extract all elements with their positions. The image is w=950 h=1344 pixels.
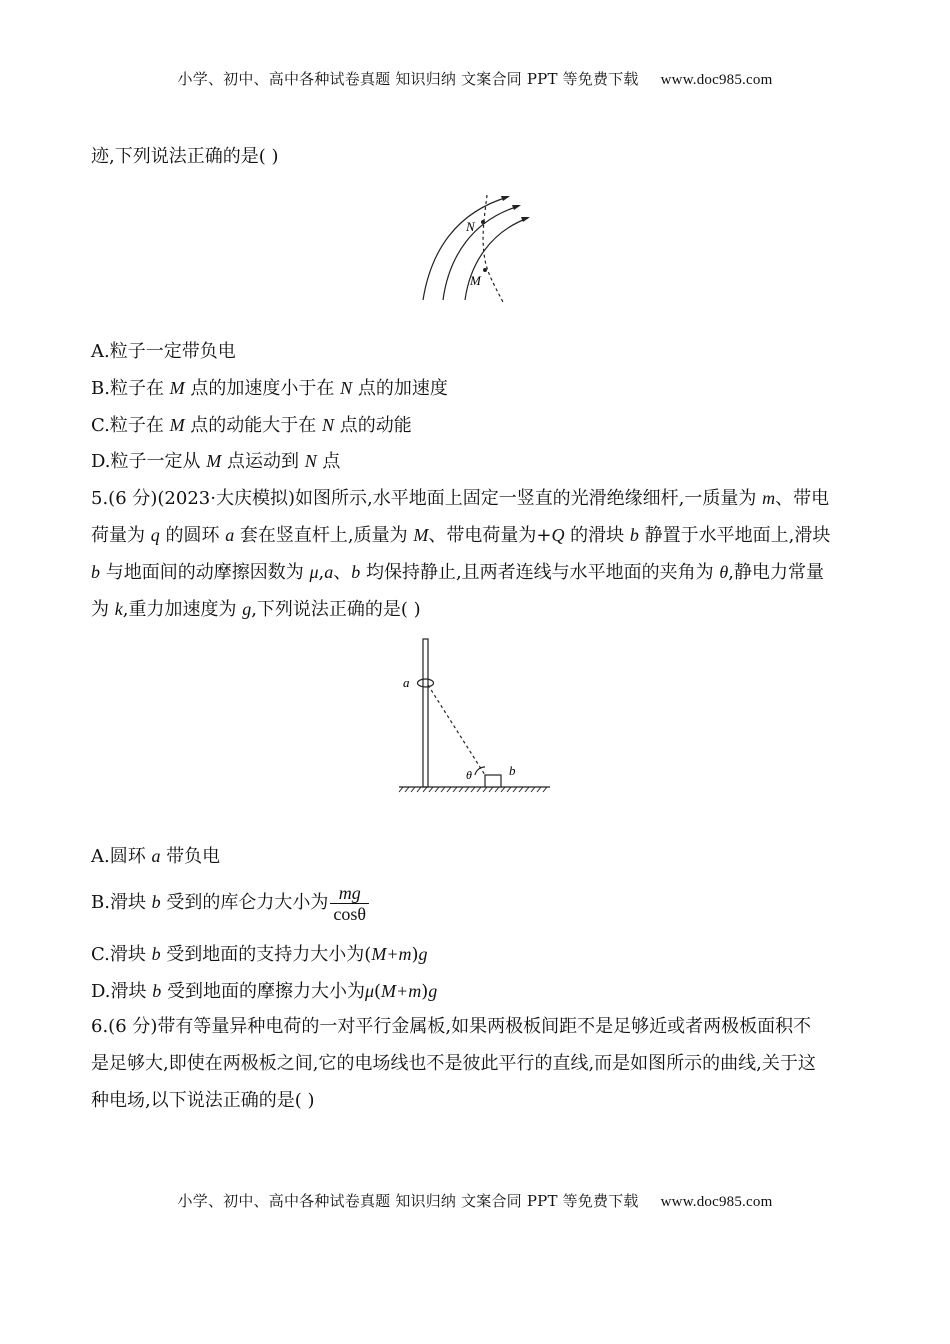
q5-option-a: A.圆环 a 带负电 xyxy=(91,846,221,867)
field-line-1 xyxy=(423,197,508,300)
q4-stem-tail: 迹,下列说法正确的是( ) xyxy=(91,146,279,167)
page-header xyxy=(0,68,950,89)
q4-option-c: C.粒子在 M 点的动能大于在 N 点的动能 xyxy=(91,415,412,436)
vertical-rod xyxy=(423,639,428,787)
footer-site: www.doc985.com xyxy=(660,1194,773,1210)
point-m xyxy=(483,268,487,272)
q5-line-3: b 与地面间的动摩擦因数为 μ,a、b 均保持静止,且两者连线与水平地面的夹角为 θ,静电力常量 xyxy=(91,562,824,583)
q6-line-3: 种电场,以下说法正确的是( ) xyxy=(91,1090,315,1111)
label-theta: θ xyxy=(466,768,472,782)
footer-text: 小学、初中、高中各种试卷真题 知识归纳 文案合同 PPT 等免费下载 xyxy=(177,1192,639,1210)
header-text: 小学、初中、高中各种试卷真题 知识归纳 文案合同 PPT 等免费下载 xyxy=(177,70,639,88)
q5-rod-figure xyxy=(395,635,555,795)
q6-line-1: 6.(6 分)带有等量异种电荷的一对平行金属板,如果两极板间距不是足够近或者两极板面积不 xyxy=(91,1016,812,1037)
label-b: b xyxy=(509,763,516,778)
connecting-line xyxy=(428,685,485,775)
angle-arc xyxy=(475,767,485,775)
arrow-1 xyxy=(501,196,510,201)
q4-option-a: A.粒子一定带负电 xyxy=(91,341,236,362)
q5-line-4: 为 k,重力加速度为 g,下列说法正确的是( ) xyxy=(91,599,421,620)
point-n xyxy=(481,220,485,224)
label-n: N xyxy=(466,219,475,234)
arrow-2 xyxy=(512,205,521,210)
q4-field-figure xyxy=(415,190,545,308)
q5-option-d: D.滑块 b 受到地面的摩擦力大小为μ(M+m)g xyxy=(91,981,438,1002)
q5-line-2: 荷量为 q 的圆环 a 套在竖直杆上,质量为 M、带电荷量为+Q 的滑块 b 静置于水平地面上,滑块 xyxy=(91,525,831,546)
q5-option-c: C.滑块 b 受到地面的支持力大小为(M+m)g xyxy=(91,944,428,965)
label-m: M xyxy=(470,273,481,288)
q5-line-1: 5.(6 分)(2023·大庆模拟)如图所示,水平地面上固定一竖直的光滑绝缘细杆,一质量为 m、带电 xyxy=(91,488,830,509)
label-a: a xyxy=(403,675,410,690)
q6-line-2: 是足够大,即使在两极板之间,它的电场线也不是彼此平行的直线,而是如图所示的曲线,关于这 xyxy=(91,1053,816,1074)
field-line-2 xyxy=(443,206,519,300)
q5-option-b: B.滑块 b 受到的库仑力大小为 $\frac{mg}{\cos\theta}$ xyxy=(91,880,369,925)
header-site: www.doc985.com xyxy=(660,72,773,88)
q4-option-b: B.粒子在 M 点的加速度小于在 N 点的加速度 xyxy=(91,378,448,399)
block-b xyxy=(485,775,501,787)
page-footer xyxy=(0,1190,950,1211)
arrow-3 xyxy=(521,217,530,222)
q4-option-d: D.粒子一定从 M 点运动到 N 点 xyxy=(91,451,341,472)
fraction: $\frac{mg}{\cos\theta}$ xyxy=(330,883,369,924)
